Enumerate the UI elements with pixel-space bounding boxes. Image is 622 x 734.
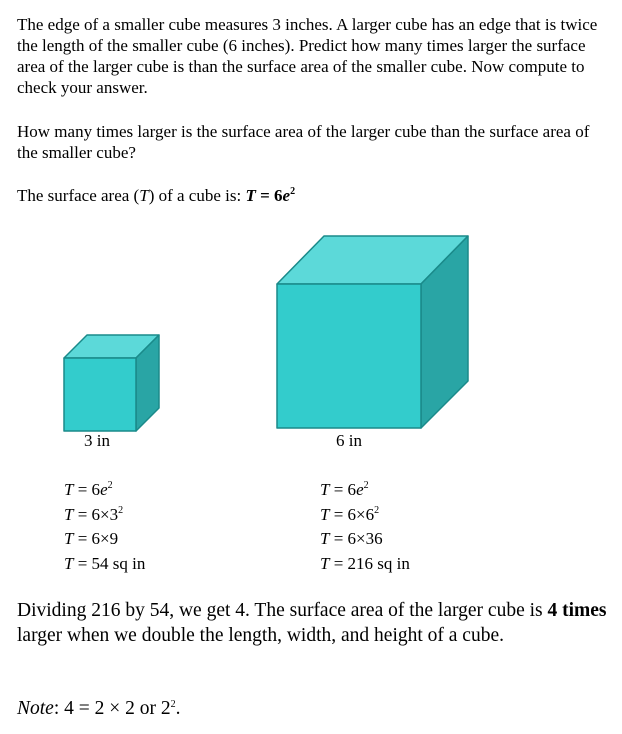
large-calc-line-2: $T = 6\times 6^2$	[320, 504, 380, 524]
large-cube-calculation	[320, 478, 410, 576]
question-text: How many times larger is the surface area of the larger cube than the surface area of the smaller cube?	[17, 122, 590, 162]
small-calc-line-3: T = 6×9	[64, 529, 119, 548]
large-calc-line-1: $T = 6e^2$	[320, 480, 369, 499]
large-calc-line-4: T = 216 sq in	[320, 553, 410, 573]
problem-text: The edge of a smaller cube measures 3 inches. A larger cube has an edge that is twice the length of the smaller cube (6 inches). Predict how many times larger the surface area of the larger cube is than the surface area of the smaller cube. Now compute to check your answer.	[17, 15, 598, 97]
small-calc-line-1: $T = 6e^2$	[64, 480, 113, 499]
small-calc-line-4: T = 54 sq in	[64, 553, 146, 573]
formula-exponent: 2	[290, 186, 296, 197]
conclusion-text: Dividing 216 by 54, we get 4. The surface area of the larger cube is 4 times larger when we double the length, width, and height of a cube.	[17, 600, 607, 646]
formula-bold-rhs: = 6	[255, 186, 283, 205]
large-cube-front	[277, 284, 421, 428]
large-cube-label: 6 in	[336, 431, 362, 450]
note-label: Note	[17, 698, 54, 719]
formula-middle: ) of a cube is:	[148, 186, 246, 205]
note-text: Note: 4 = 2 × 2 or $2^2$.	[17, 698, 181, 719]
small-cube-label: 3 in	[84, 431, 110, 450]
formula-prefix: The surface area (	[17, 186, 140, 205]
large-calc-line-3: T = 6×36	[320, 529, 383, 548]
formula-var-t: T	[139, 186, 149, 205]
formula-bold-e: e	[282, 186, 291, 205]
small-calc-line-2: $T = 6\times 3^2$	[64, 504, 124, 524]
formula-bold-t: T	[245, 186, 256, 205]
conclusion-emphasis: 4 times	[547, 600, 607, 621]
small-cube-calculation	[64, 478, 145, 576]
